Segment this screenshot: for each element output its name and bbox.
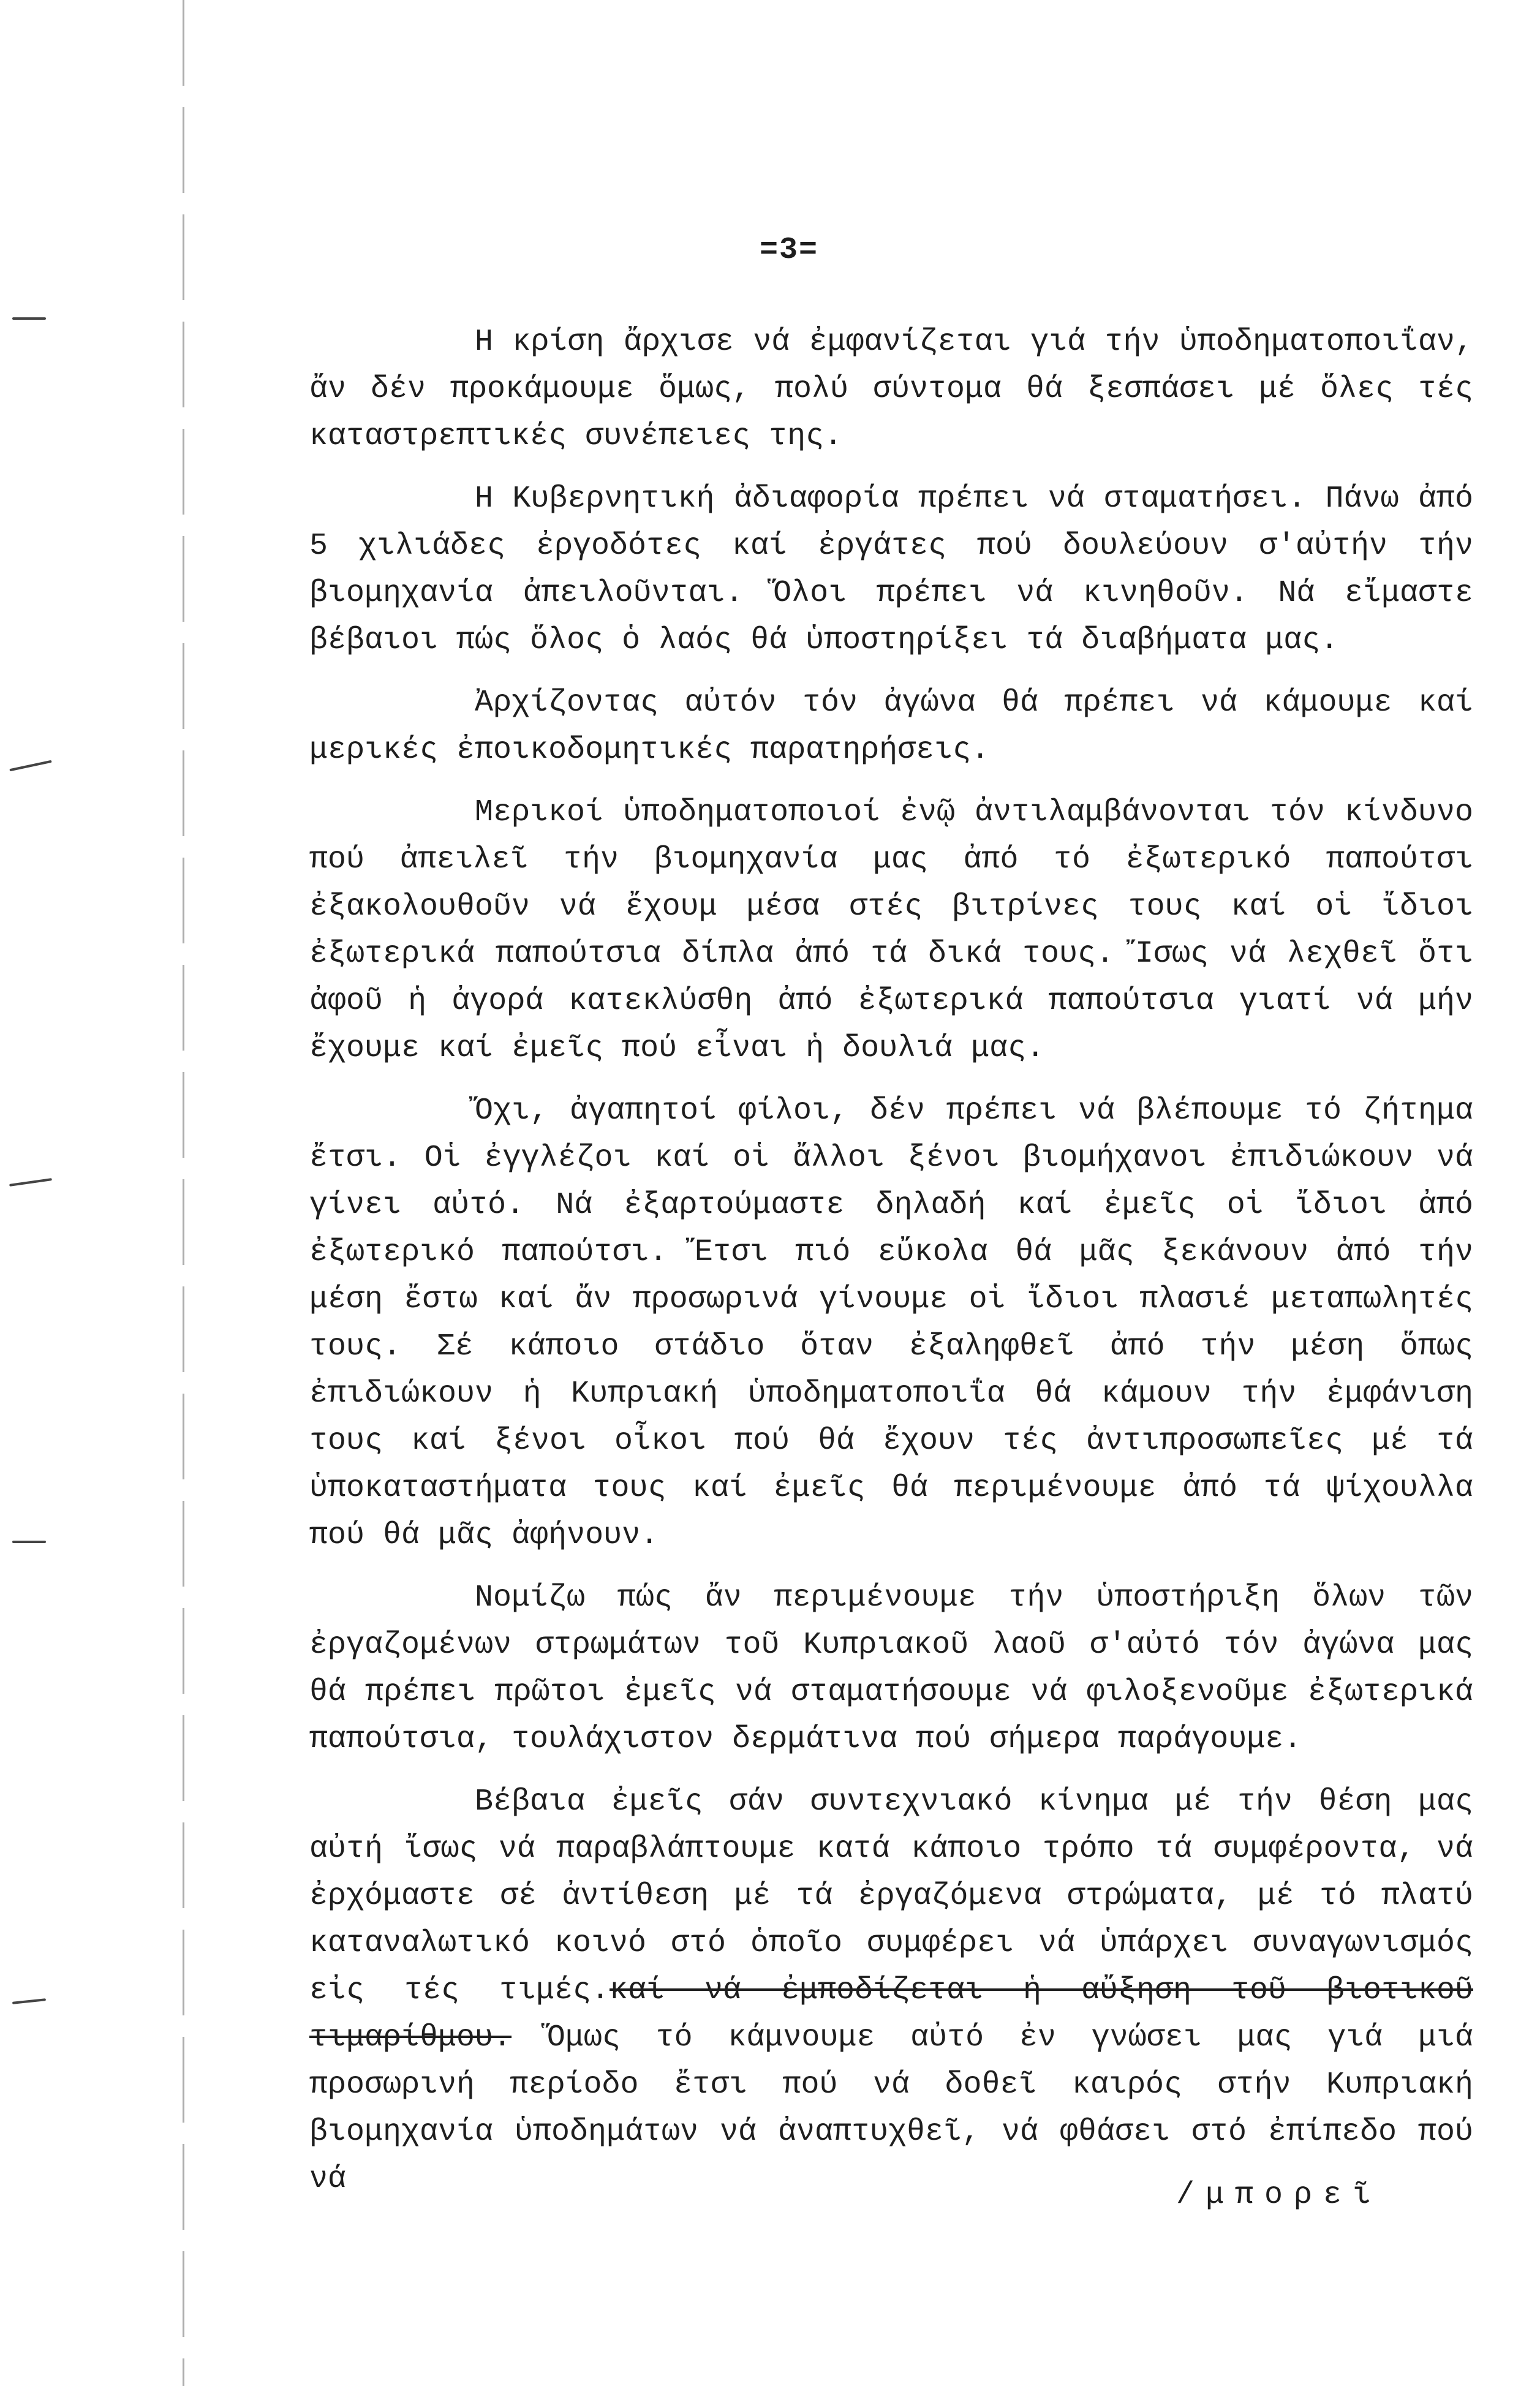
paragraph-with-strikethrough: [309, 1778, 1473, 2203]
margin-mark: [12, 317, 46, 320]
margin-mark: [12, 1998, 46, 2004]
paragraph: Νομίζω πώς ἄν περιμένουμε τήν ὑποστήριξη ὅλων τῶν ἐργαζομένων στρωμάτων τοῦ Κυπριακοῦ λαοῦ σ'αὐτό τόν ἀγώνα μας θά πρέπει πρῶτοι ἐμεῖς νά σταματήσουμε νά φιλοξενοῦμε ἐξωτερικά παπούτσια, τουλάχιστον δερμάτινα πού σήμερα παράγουμε.: [309, 1580, 1473, 1757]
margin-mark: [12, 1541, 46, 1543]
struck-text: καί νά ἐμποδίζεται ἡ αὔξηση τοῦ βιοτικοῦ τιμαρίθμου.: [309, 1973, 1473, 2055]
continuation-word: /μπορεῖ: [1176, 2178, 1383, 2213]
margin-mark: [9, 760, 51, 771]
left-margin-line: [183, 0, 184, 2386]
body-text: [309, 319, 1473, 2218]
paragraph: Ἀρχίζοντας αὐτόν τόν ἀγώνα θά πρέπει νά κάμουμε καί μερικές ἐποικοδομητικές παρατηρήσεις.: [309, 685, 1473, 768]
paragraph-text: Βέβαια ἐμεῖς σάν συντεχνιακό κίνημα μέ τήν θέση μας αὐτή ἴσως νά παραβλάπτουμε κατά κάποιο τρόπο τά συμφέροντα, νά ἐρχόμαστε σέ ἀντίθεση μέ τά ἐργαζόμενα στρώματα, μέ τό πλατύ καταναλωτικό κοινό στό ὁποῖο συμφέρει νά ὑπάρχει συναγωνισμός εἰς τές τιμές.: [309, 1784, 1473, 2008]
paragraph: Η Κυβερνητική ἀδιαφορία πρέπει νά σταματήσει. Πάνω ἀπό 5 χιλιάδες ἐργοδότες καί ἐργάτες πού δουλεύουν σ'αὐτήν τήν βιομηχανία ἀπειλοῦνται. Ὅλοι πρέπει νά κινηθοῦν. Νά εἴμαστε βέβαιοι πώς ὅλος ὁ λαός θά ὑποστηρίξει τά διαβήματα μας.: [309, 481, 1473, 658]
paragraph: Ὄχι, ἀγαπητοί φίλοι, δέν πρέπει νά βλέπουμε τό ζήτημα ἔτσι. Οἱ ἐγγλέζοι καί οἱ ἄλλοι ξένοι βιομήχανοι ἐπιδιώκουν νά γίνει αὐτό. Νά ἐξαρτούμαστε δηλαδή καί ἐμεῖς οἱ ἴδιοι ἀπό ἐξωτερικό παπούτσι. Ἔτσι πιό εὔκολα θά μᾶς ξεκάνουν ἀπό τήν μέση ἔστω καί ἄν προσωρινά γίνουμε οἱ ἴδιοι πλασιέ μεταπωλητές τους. Σέ κάποιο στάδιο ὅταν ἐξαληφθεῖ ἀπό τήν μέση ὅπως ἐπιδιώκουν ἡ Κυπριακή ὑποδηματοποιΐα θά κάμουν τήν ἐμφάνιση τους καί ξένοι οἶκοι πού θά ἔχουν τές ἀντιπροσωπεῖες μέ τά ὑποκαταστήματα τους καί ἐμεῖς θά περιμένουμε ἀπό τά ψίχουλλα πού θά μᾶς ἀφήνουν.: [309, 1093, 1473, 1553]
margin-mark: [9, 1178, 52, 1187]
paragraph-text: Ὅμως τό κάμνουμε αὐτό ἐν γνώσει μας γιά μιά προσωρινή περίοδο ἔτσι πού νά δοθεῖ καιρός στήν Κυπριακή βιομηχανία ὑποδημάτων νά ἀναπτυχθεῖ, νά φθάσει στό ἐπίπεδο πού νά: [309, 2020, 1473, 2197]
page-number: =3=: [760, 233, 819, 268]
paragraph: Η κρίση ἄρχισε νά ἐμφανίζεται γιά τήν ὑποδηματοποιΐαν, ἄν δέν προκάμουμε ὅμως, πολύ σύντομα θά ξεσπάσει μέ ὅλες τές καταστρεπτικές συνέπειες της.: [309, 325, 1473, 454]
paragraph: Μερικοί ὑποδηματοποιοί ἐνῷ ἀντιλαμβάνονται τόν κίνδυνο πού ἀπειλεῖ τήν βιομηχανία μας ἀπό τό ἐξωτερικό παπούτσι ἐξακολουθοῦν νά ἔχουμ μέσα στές βιτρίνες τους καί οἱ ἴδιοι ἐξωτερικά παπούτσια δίπλα ἀπό τά δικά τους. Ἴσως νά λεχθεῖ ὅτι ἀφοῦ ἡ ἀγορά κατεκλύσθη ἀπό ἐξωτερικά παπούτσια γιατί νά μήν ἔχουμε καί ἐμεῖς πού εἶναι ἡ δουλιά μας.: [309, 795, 1473, 1066]
